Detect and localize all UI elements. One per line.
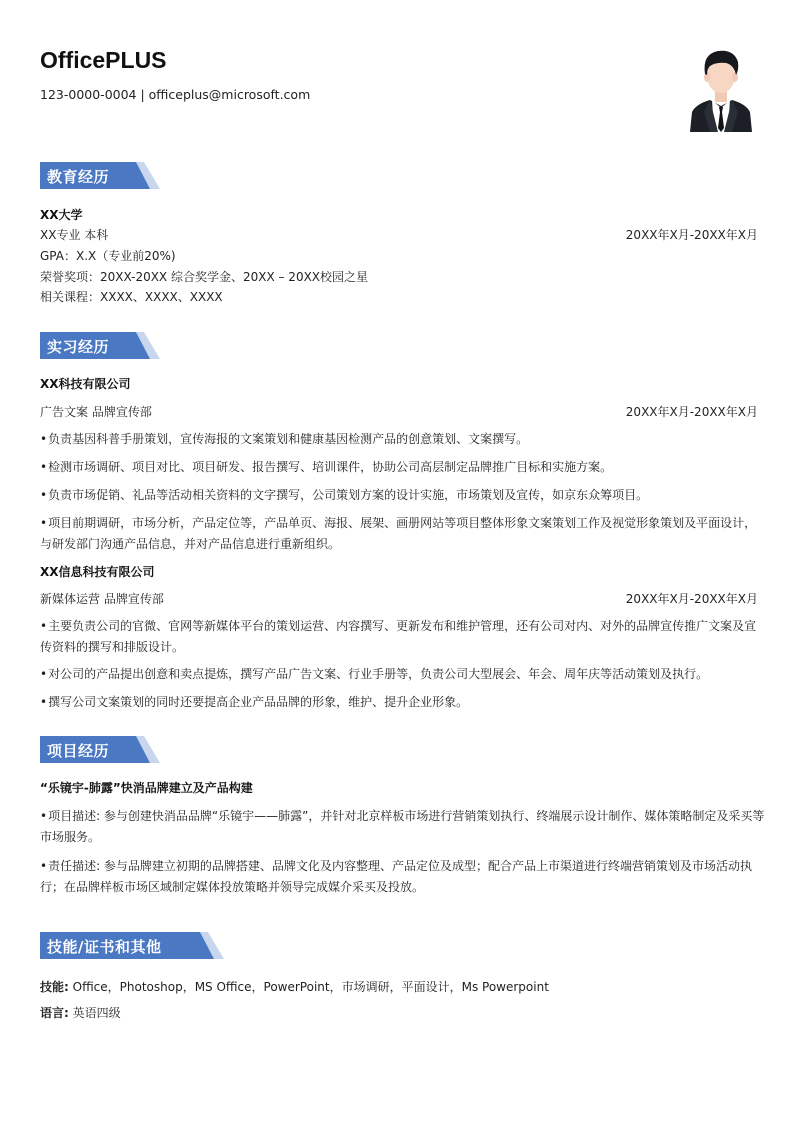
section-header-education	[40, 162, 160, 189]
job-bullet: • 检测市场调研、项目对比、项目研发、报告撰写、培训课件，协助公司高层制定品牌推广目标和实施方案。	[40, 457, 765, 478]
language-label: 语言:	[40, 1006, 69, 1020]
job-bullet: • 负责市场促销、礼品等活动相关资料的文字撰写，公司策划方案的设计实施，市场策划及宣传，如京东众筹项目。	[40, 485, 765, 506]
skills-line	[40, 978, 549, 996]
job-bullet: • 项目前期调研，市场分析，产品定位等，产品单页、海报、展架、画册网站等项目整体形象文案策划工作及视觉形象策划及平面设计，与研发部门沟通产品信息，并对产品信息进行重新组织。	[40, 513, 765, 555]
project-bullet: • 项目描述: 参与创建快消品品牌“乐镜宇——肺露”，并针对北京样板市场进行营销策划执行、终端展示设计制作、媒体策略制定及采买等市场服务。	[40, 806, 765, 848]
job-bullet: • 撰写公司文案策划的同时还要提高企业产品品牌的形象，维护、提升企业形象。	[40, 692, 765, 713]
language-value: 英语四级	[68, 1006, 121, 1020]
section-title: 教育经历	[47, 168, 110, 186]
language-line	[40, 1004, 121, 1022]
section-title: 技能/证书和其他	[47, 938, 162, 956]
company-name: XX科技有限公司	[40, 377, 131, 391]
section-header-skills	[40, 932, 224, 959]
candidate-name: OfficePLUS	[40, 47, 167, 73]
job-role: 新媒体运营 品牌宣传部	[40, 592, 164, 606]
section-title: 项目经历	[47, 742, 110, 760]
major: XX专业 本科	[40, 228, 109, 242]
gpa: GPA：X.X（专业前20%)	[40, 249, 176, 263]
company-name: XX信息科技有限公司	[40, 565, 155, 579]
skills-value: Office，Photoshop，MS Office，PowerPoint，市场调研，平面设计，Ms Powerpoint	[68, 980, 549, 994]
contact-info: 123-0000-0004 | officeplus@microsoft.com	[40, 87, 311, 102]
job-bullet: • 对公司的产品提出创意和卖点提炼，撰写产品广告文案、行业手册等，负责公司大型展会、年会、周年庆等活动策划及执行。	[40, 664, 765, 685]
honors: 荣誉奖项：20XX-20XX 综合奖学金、20XX – 20XX校园之星	[40, 270, 369, 284]
job-bullet: • 主要负责公司的官微、官网等新媒体平台的策划运营、内容撰写、更新发布和维护管理，还有公司对内、对外的品牌宣传推广文案及宣传资料的撰写和排版设计。	[40, 616, 765, 658]
section-title: 实习经历	[47, 338, 110, 356]
section-header-internship	[40, 332, 160, 359]
project-name: “乐镜宇-肺露”快消品牌建立及产品构建	[40, 781, 253, 795]
skills-label: 技能:	[40, 980, 69, 994]
avatar	[688, 46, 754, 132]
section-header-project	[40, 736, 160, 763]
job-role: 广告文案 品牌宣传部	[40, 405, 152, 419]
job-date: 20XX年X月-20XX年X月	[625, 405, 758, 419]
education-date: 20XX年X月-20XX年X月	[625, 228, 758, 242]
job-date: 20XX年X月-20XX年X月	[625, 592, 758, 606]
school-name: XX大学	[40, 208, 83, 222]
courses: 相关课程：XXXX、XXXX、XXXX	[40, 290, 223, 304]
job-bullet: • 负责基因科普手册策划，宣传海报的文案策划和健康基因检测产品的创意策划、文案撰写。	[40, 429, 765, 450]
project-bullet: • 责任描述: 参与品牌建立初期的品牌搭建、品牌文化及内容整理、产品定位及成型；配合产品上市渠道进行终端营销策划及市场活动执行；在品牌样板市场区域制定媒体投放策略并领导完成媒介采买及投放。	[40, 856, 765, 898]
